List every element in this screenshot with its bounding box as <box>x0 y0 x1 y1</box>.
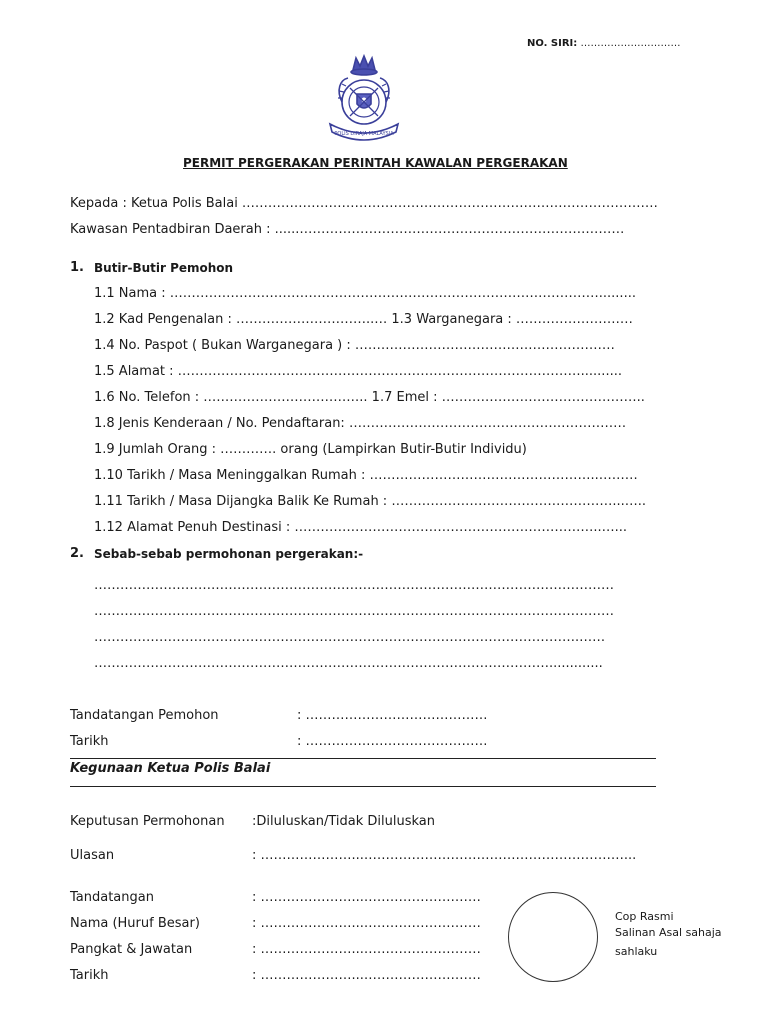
applicant-date-label: Tarikh <box>70 734 109 749</box>
serial-number <box>527 38 680 49</box>
nama-field[interactable]: : …………………...……………………… <box>252 916 481 931</box>
tandatangan-label: Tandatangan <box>70 890 154 905</box>
field-1-10-tarikh-meninggalkan[interactable]: 1.10 Tarikh / Masa Meninggalkan Rumah : ……………………………………………..……… <box>94 468 638 483</box>
nama-label: Nama (Huruf Besar) <box>70 916 200 931</box>
ulasan-field[interactable]: : …………………...……………………………………………………... <box>252 848 637 863</box>
tarikh-label: Tarikh <box>70 968 109 983</box>
field-1-12-alamat-destinasi[interactable]: 1.12 Alamat Penuh Destinasi : ……………………………………………………………..…... <box>94 520 628 535</box>
applicant-signature-field[interactable]: : …………………………………… <box>297 708 488 723</box>
kepada-line: Kepada : Ketua Polis Balai …………………………………………………………………………………… <box>70 196 658 211</box>
stamp-text: Salinan Asal sahaja <box>615 926 722 939</box>
svg-text:POLIS DIRAJA MALAYSIA: POLIS DIRAJA MALAYSIA <box>334 131 394 137</box>
serial-number-label: NO. SIRI: <box>527 38 578 49</box>
divider <box>70 758 656 759</box>
keputusan-label: Keputusan Permohonan <box>70 814 225 829</box>
reason-line[interactable]: ………………………………………………………………………………………………………… <box>94 578 614 593</box>
field-1-9-jumlah-orang[interactable]: 1.9 Jumlah Orang : …………. orang (Lampirkan Butir-Butir Individu) <box>94 442 527 457</box>
field-1-11-tarikh-balik[interactable]: 1.11 Tarikh / Masa Dijangka Balik Ke Rumah : ……………………………………………...….. <box>94 494 646 509</box>
field-1-5-alamat[interactable]: 1.5 Alamat : ………………………………………………………………………………….......... <box>94 364 622 379</box>
field-1-6-telefon[interactable]: 1.6 No. Telefon : ……………………………….. 1.7 Emel : ……………………………………….. <box>94 390 645 405</box>
serial-number-dots: ………………………… <box>580 38 681 49</box>
field-1-8-kenderaan[interactable]: 1.8 Jenis Kenderaan / No. Pendaftaran: ………………………………………….…………… <box>94 416 627 431</box>
section-1-number: 1. <box>70 260 84 275</box>
kawasan-line: Kawasan Pentadbiran Daerah : ......………………………………………………………………… <box>70 222 625 237</box>
stamp-text: sahlaku <box>615 945 658 958</box>
section-1-heading: Butir-Butir Pemohon <box>94 261 234 275</box>
field-1-4-paspot[interactable]: 1.4 No. Paspot ( Bukan Warganegara ) : …………………………………………………… <box>94 338 615 353</box>
divider <box>70 786 656 787</box>
stamp-text: Cop Rasmi <box>615 910 674 923</box>
pangkat-field[interactable]: : …………………...……………………… <box>252 942 481 957</box>
tarikh-field[interactable]: : …………………...……………………… <box>252 968 481 983</box>
applicant-date-field[interactable]: : …………………………………… <box>297 734 488 749</box>
reason-line[interactable]: ………………………………………………………………………………………………………… <box>94 604 614 619</box>
official-stamp-area <box>508 892 598 982</box>
pangkat-label: Pangkat & Jawatan <box>70 942 193 957</box>
keputusan-field[interactable]: :Diluluskan/Tidak Diluluskan <box>252 814 435 829</box>
field-1-1-nama[interactable]: 1.1 Nama : ………………………………………………………………………………………......... <box>94 286 636 301</box>
tandatangan-field[interactable]: : …………………...……………………… <box>252 890 481 905</box>
ulasan-label: Ulasan <box>70 848 115 863</box>
police-crest-icon <box>316 50 412 146</box>
field-1-2-kad-pengenalan[interactable]: 1.2 Kad Pengenalan : …………………………..… 1.3 Warganegara : ……………………… <box>94 312 633 327</box>
applicant-signature-label: Tandatangan Pemohon <box>70 708 219 723</box>
police-crest-logo <box>316 50 412 146</box>
section-2-number: 2. <box>70 546 84 561</box>
section-2-heading: Sebab-sebab permohonan pergerakan:- <box>94 547 364 561</box>
page-title: PERMIT PERGERAKAN PERINTAH KAWALAN PERGERAKAN <box>183 156 568 170</box>
reason-line[interactable]: ……………………………………………………………………………………………............. <box>94 656 603 671</box>
reason-line[interactable]: ………………………………………………………………………………………………….…… <box>94 630 606 645</box>
official-use-heading: Kegunaan Ketua Polis Balai <box>70 761 271 776</box>
